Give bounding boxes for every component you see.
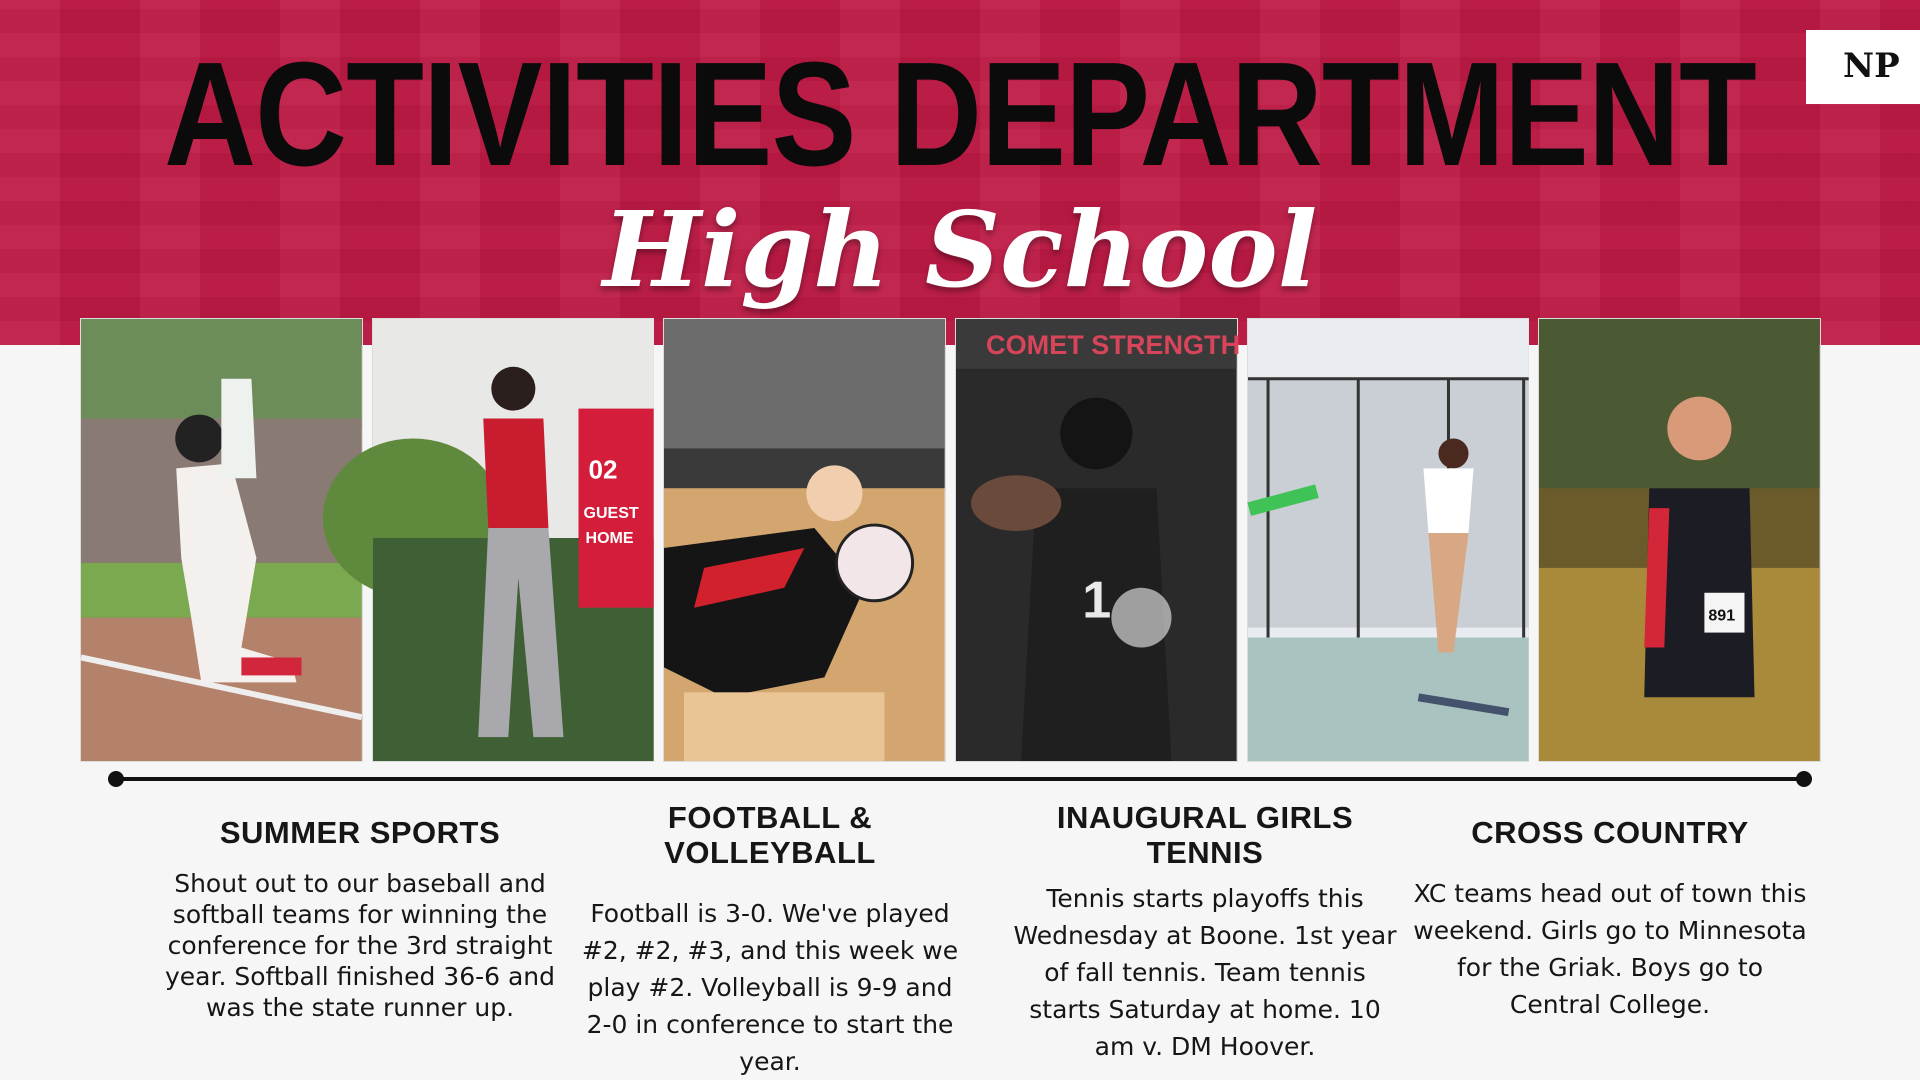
section-cross-country bbox=[1410, 815, 1810, 1023]
section-body: Football is 3-0. We've played #2, #2, #3, and this week we play #2. Volleyball is 9-9 and 2-0 in conference to start the year. bbox=[581, 899, 959, 1076]
section-body: XC teams head out of town this weekend. Girls go to Minnesota for the Griak. Boys go to Central College. bbox=[1413, 879, 1807, 1019]
svg-text:COMET STRENGTH: COMET STRENGTH bbox=[986, 329, 1241, 360]
section-football-volleyball bbox=[575, 800, 965, 1080]
svg-text:891: 891 bbox=[1708, 607, 1736, 625]
page-title: ACTIVITIES DEPARTMENT bbox=[164, 32, 1756, 197]
svg-text:02: 02 bbox=[588, 454, 618, 485]
section-summer-sports bbox=[160, 815, 560, 1023]
svg-text:NP: NP bbox=[1843, 46, 1900, 86]
page-subtitle: High School bbox=[602, 188, 1318, 311]
section-body: Shout out to our baseball and softball teams for winning the conference for the 3rd straight year. Softball finished 36-6 and was the state runner up. bbox=[164, 869, 556, 1022]
timeline-start-dot bbox=[108, 771, 124, 787]
section-girls-tennis bbox=[1010, 800, 1400, 1065]
softball-player-photo bbox=[80, 318, 363, 762]
section-title: SUMMER SPORTS bbox=[219, 815, 501, 850]
section-title: FOOTBALL & VOLLEYBALL bbox=[664, 800, 876, 870]
timeline-line bbox=[116, 777, 1804, 781]
volleyball-player-photo bbox=[663, 318, 946, 762]
school-logo bbox=[1806, 30, 1920, 104]
tennis-player-photo bbox=[1247, 318, 1530, 762]
section-title: INAUGURAL GIRLS TENNIS bbox=[1056, 800, 1354, 870]
section-body: Tennis starts playoffs this Wednesday at Boone. 1st year of fall tennis. Team tennis starts Saturday at home. 10 am v. DM Hoover. bbox=[1013, 884, 1397, 1061]
svg-text:GUEST: GUEST bbox=[583, 505, 639, 523]
baseball-pitcher-photo bbox=[372, 318, 655, 762]
school-logo-icon bbox=[1833, 37, 1900, 97]
cross-country-runner-photo bbox=[1538, 318, 1821, 762]
photo-strip bbox=[80, 318, 1821, 762]
section-title: CROSS COUNTRY bbox=[1471, 815, 1749, 850]
svg-text:1: 1 bbox=[1082, 571, 1112, 630]
timeline-end-dot bbox=[1796, 771, 1812, 787]
football-player-photo bbox=[955, 318, 1241, 762]
svg-text:HOME: HOME bbox=[585, 530, 634, 547]
